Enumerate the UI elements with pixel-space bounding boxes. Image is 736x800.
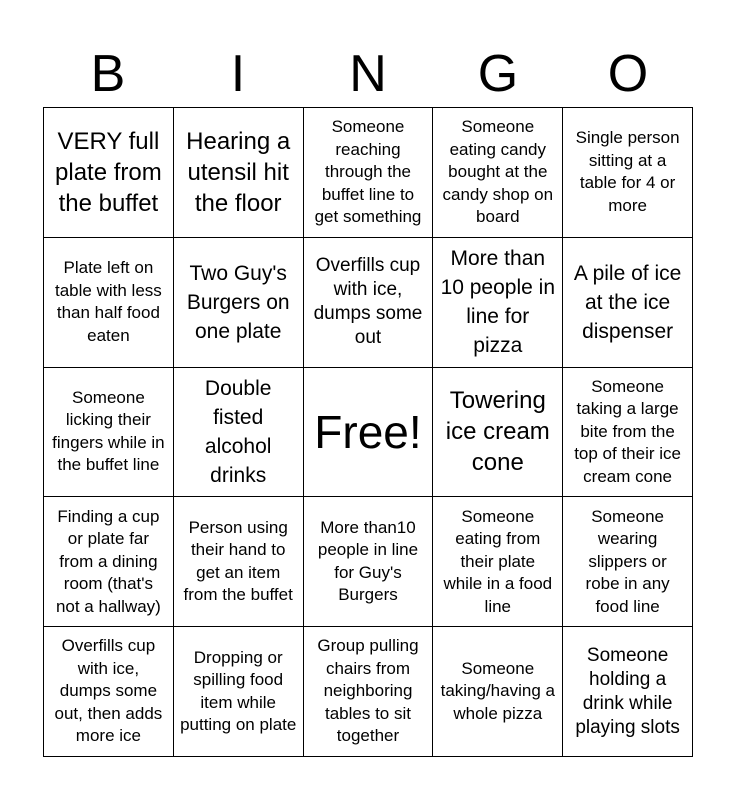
cell-text: Hearing a utensil hit the floor (186, 127, 291, 217)
cell-text: Someone reaching through the buffet line to get something (314, 117, 422, 227)
cell-text: Someone eating candy bought at the candy shop on board (442, 117, 554, 227)
bingo-cell[interactable] (174, 238, 304, 368)
cell-text: More than 10 people in line for pizza (440, 247, 555, 358)
header-letter-i: I (230, 45, 246, 103)
bingo-cell[interactable] (563, 368, 693, 498)
bingo-cell[interactable] (563, 497, 693, 627)
bingo-cell[interactable] (433, 497, 563, 627)
cell-text: Someone eating from their plate while in a food line (443, 506, 553, 616)
header-letter-o: O (607, 45, 649, 103)
bingo-cell[interactable] (174, 627, 304, 757)
free-space-label: Free! (314, 405, 422, 458)
cell-text: Double fisted alcohol drinks (204, 376, 272, 487)
bingo-cell[interactable] (44, 497, 174, 627)
bingo-cell[interactable] (44, 108, 174, 238)
bingo-cell[interactable] (433, 108, 563, 238)
cell-text: Dropping or spilling food item while putting on plate (180, 647, 297, 735)
bingo-cell[interactable] (433, 368, 563, 498)
header-letter-b: B (90, 45, 126, 103)
bingo-cell[interactable] (563, 627, 693, 757)
cell-text: Plate left on table with less than half food eaten (55, 258, 162, 345)
bingo-cell[interactable] (304, 108, 434, 238)
cell-text: VERY full plate from the buffet (55, 127, 162, 217)
cell-text: Towering ice cream cone (445, 387, 550, 477)
bingo-cell[interactable] (44, 238, 174, 368)
cell-text: Someone taking/having a whole pizza (440, 658, 555, 723)
cell-text: Two Guy's Burgers on one plate (186, 261, 290, 343)
cell-text: Single person sitting at a table for 4 or more (575, 128, 680, 215)
bingo-cell[interactable] (304, 497, 434, 627)
bingo-header (43, 40, 693, 108)
bingo-cell[interactable] (174, 497, 304, 627)
cell-text: Someone wearing slippers or robe in any food line (585, 506, 670, 616)
cell-text: More than10 people in line for Guy's Burgers (317, 517, 419, 605)
bingo-cell[interactable] (433, 627, 563, 757)
bingo-cell[interactable] (44, 368, 174, 498)
cell-text: Overfills cup with ice, dumps some out, then adds more ice (54, 636, 163, 746)
bingo-card (43, 107, 693, 757)
cell-text: A pile of ice at the ice dispenser (573, 261, 682, 343)
bingo-cell[interactable] (44, 627, 174, 757)
bingo-cell[interactable] (174, 108, 304, 238)
bingo-cell[interactable] (563, 238, 693, 368)
header-letter-g: G (477, 45, 519, 103)
cell-text: Someone taking a large bite from the top of their ice cream cone (574, 376, 681, 486)
bingo-cell[interactable] (304, 627, 434, 757)
bingo-free-space[interactable] (304, 368, 434, 498)
cell-text: Finding a cup or plate far from a dining room (that's not a hallway) (55, 506, 161, 616)
bingo-cell[interactable] (433, 238, 563, 368)
header-letter-n: N (349, 45, 387, 103)
cell-text: Group pulling chairs from neighboring tables to sit together (317, 636, 419, 746)
cell-text: Someone licking their fingers while in the buffet line (52, 387, 165, 475)
cell-text: Person using their hand to get an item from the buffet (183, 517, 293, 605)
cell-text: Someone holding a drink while playing slots (575, 644, 680, 738)
bingo-cell[interactable] (563, 108, 693, 238)
bingo-cell[interactable] (174, 368, 304, 498)
bingo-cell[interactable] (304, 238, 434, 368)
cell-text: Overfills cup with ice, dumps some out (313, 255, 423, 349)
